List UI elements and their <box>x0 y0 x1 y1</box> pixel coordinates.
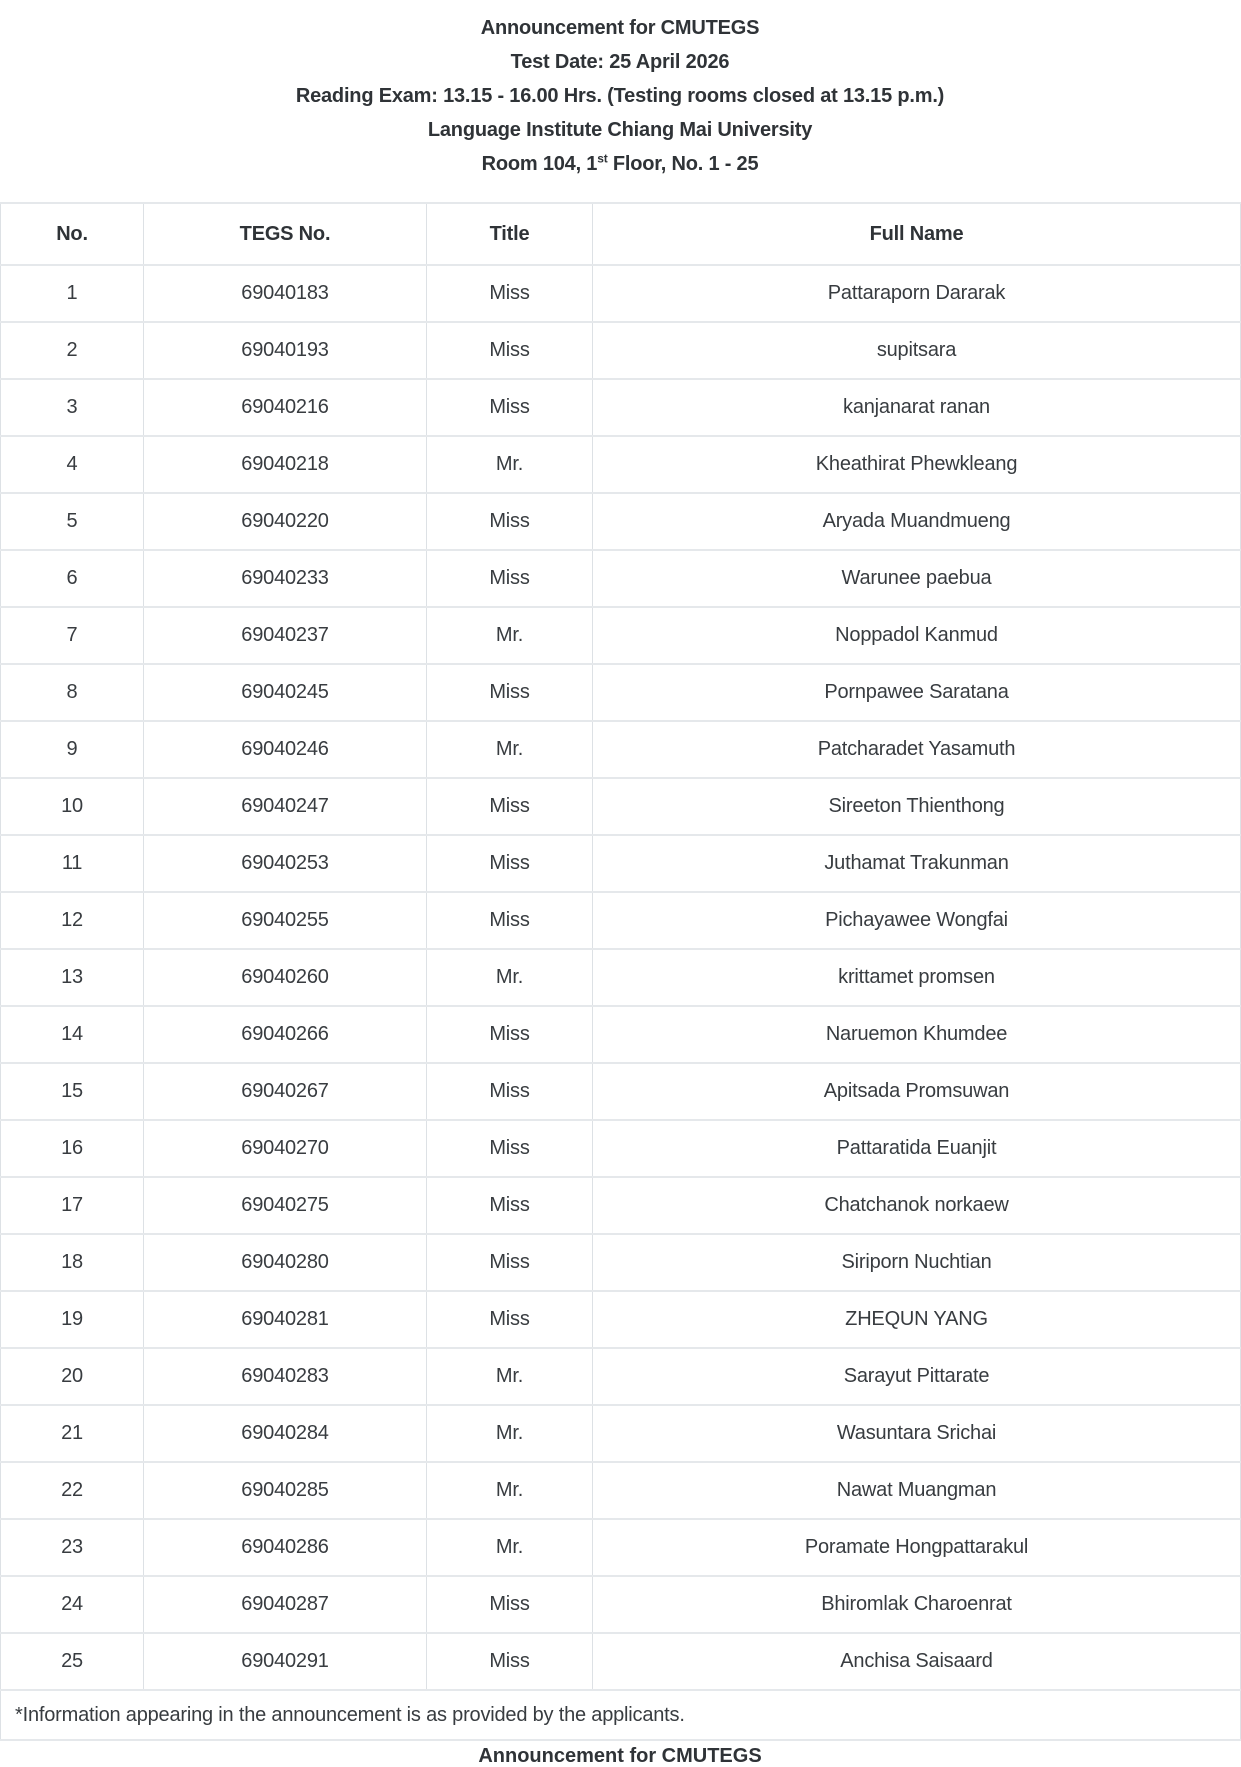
row-no: 10 <box>1 778 144 835</box>
row-tegs-no: 69040280 <box>144 1234 427 1291</box>
row-no: 3 <box>1 379 144 436</box>
row-title: Mr. <box>427 721 593 778</box>
row-no: 16 <box>1 1120 144 1177</box>
row-tegs-no: 69040281 <box>144 1291 427 1348</box>
row-tegs-no: 69040247 <box>144 778 427 835</box>
table-row <box>1 721 1241 778</box>
row-full-name: ZHEQUN YANG <box>593 1291 1241 1348</box>
row-tegs-no: 69040287 <box>144 1576 427 1633</box>
institute-line: Language Institute Chiang Mai University <box>427 119 813 141</box>
row-title: Mr. <box>427 1405 593 1462</box>
row-tegs-no: 69040253 <box>144 835 427 892</box>
footnote-text: *Information appearing in the announcement is as provided by the applicants. <box>1 1690 1241 1740</box>
candidates-tbody <box>1 265 1241 1690</box>
row-tegs-no: 69040237 <box>144 607 427 664</box>
row-title: Miss <box>427 1576 593 1633</box>
row-full-name: Sireeton Thienthong <box>593 778 1241 835</box>
room-line <box>0 147 1240 181</box>
table-row <box>1 664 1241 721</box>
table-row <box>1 493 1241 550</box>
row-tegs-no: 69040275 <box>144 1177 427 1234</box>
row-full-name: Sarayut Pittarate <box>593 1348 1241 1405</box>
row-full-name: Wasuntara Srichai <box>593 1405 1241 1462</box>
table-row <box>1 265 1241 322</box>
row-title: Miss <box>427 835 593 892</box>
row-title: Miss <box>427 1291 593 1348</box>
row-full-name: Juthamat Trakunman <box>593 835 1241 892</box>
table-row <box>1 1006 1241 1063</box>
row-full-name: Poramate Hongpattarakul <box>593 1519 1241 1576</box>
row-no: 11 <box>1 835 144 892</box>
row-no: 1 <box>1 265 144 322</box>
row-tegs-no: 69040283 <box>144 1348 427 1405</box>
row-tegs-no: 69040270 <box>144 1120 427 1177</box>
table-row <box>1 1177 1241 1234</box>
table-row <box>1 1633 1241 1690</box>
row-title: Miss <box>427 1234 593 1291</box>
row-title: Miss <box>427 1633 593 1690</box>
table-row <box>1 892 1241 949</box>
row-full-name: Apitsada Promsuwan <box>593 1063 1241 1120</box>
announcement-title: Announcement for CMUTEGS <box>480 17 760 39</box>
row-title: Miss <box>427 1177 593 1234</box>
row-no: 21 <box>1 1405 144 1462</box>
table-row <box>1 1405 1241 1462</box>
row-tegs-no: 69040260 <box>144 949 427 1006</box>
candidates-table <box>0 202 1241 1741</box>
row-full-name: krittamet promsen <box>593 949 1241 1006</box>
header-row <box>1 203 1241 265</box>
room-line-prefix: Room 104, 1 <box>481 153 598 175</box>
row-no: 12 <box>1 892 144 949</box>
table-row <box>1 1576 1241 1633</box>
row-full-name: Bhiromlak Charoenrat <box>593 1576 1241 1633</box>
row-title: Mr. <box>427 949 593 1006</box>
table-row <box>1 436 1241 493</box>
table-row <box>1 379 1241 436</box>
row-full-name: Chatchanok norkaew <box>593 1177 1241 1234</box>
table-row <box>1 1519 1241 1576</box>
row-title: Miss <box>427 892 593 949</box>
row-tegs-no: 69040284 <box>144 1405 427 1462</box>
row-tegs-no: 69040220 <box>144 493 427 550</box>
table-row <box>1 1063 1241 1120</box>
footnote-row <box>1 1690 1241 1740</box>
next-page-partial-text: Announcement for CMUTEGS <box>478 1745 762 1767</box>
row-title: Mr. <box>427 1348 593 1405</box>
row-full-name: Kheathirat Phewkleang <box>593 436 1241 493</box>
row-tegs-no: 69040255 <box>144 892 427 949</box>
exam-time-line: Reading Exam: 13.15 - 16.00 Hrs. (Testing rooms closed at 13.15 p.m.) <box>295 85 945 107</box>
row-full-name: Aryada Muandmueng <box>593 493 1241 550</box>
row-no: 14 <box>1 1006 144 1063</box>
row-no: 24 <box>1 1576 144 1633</box>
row-no: 18 <box>1 1234 144 1291</box>
row-tegs-no: 69040245 <box>144 664 427 721</box>
row-tegs-no: 69040285 <box>144 1462 427 1519</box>
row-tegs-no: 69040218 <box>144 436 427 493</box>
row-title: Miss <box>427 265 593 322</box>
row-title: Miss <box>427 778 593 835</box>
col-header-tegs-no: TEGS No. <box>144 203 427 265</box>
col-header-title: Title <box>427 203 593 265</box>
row-tegs-no: 69040246 <box>144 721 427 778</box>
row-title: Mr. <box>427 607 593 664</box>
row-tegs-no: 69040183 <box>144 265 427 322</box>
announcement-header <box>0 0 1240 181</box>
row-full-name: Patcharadet Yasamuth <box>593 721 1241 778</box>
row-full-name: Pattaratida Euanjit <box>593 1120 1241 1177</box>
row-no: 6 <box>1 550 144 607</box>
row-tegs-no: 69040291 <box>144 1633 427 1690</box>
row-full-name: Pornpawee Saratana <box>593 664 1241 721</box>
row-tegs-no: 69040193 <box>144 322 427 379</box>
room-line-suffix: Floor, No. 1 - 25 <box>607 153 759 175</box>
row-no: 5 <box>1 493 144 550</box>
row-title: Mr. <box>427 436 593 493</box>
row-title: Miss <box>427 1006 593 1063</box>
row-no: 22 <box>1 1462 144 1519</box>
col-header-full-name: Full Name <box>593 203 1241 265</box>
row-tegs-no: 69040267 <box>144 1063 427 1120</box>
row-no: 23 <box>1 1519 144 1576</box>
col-header-no: No. <box>1 203 144 265</box>
row-title: Miss <box>427 550 593 607</box>
table-row <box>1 1348 1241 1405</box>
row-title: Miss <box>427 1120 593 1177</box>
row-no: 8 <box>1 664 144 721</box>
table-row <box>1 607 1241 664</box>
row-full-name: Warunee paebua <box>593 550 1241 607</box>
row-tegs-no: 69040233 <box>144 550 427 607</box>
row-tegs-no: 69040286 <box>144 1519 427 1576</box>
row-no: 4 <box>1 436 144 493</box>
row-no: 20 <box>1 1348 144 1405</box>
next-page-partial-section <box>0 1745 1240 1767</box>
row-title: Miss <box>427 322 593 379</box>
table-row <box>1 1120 1241 1177</box>
candidates-table-head <box>1 203 1241 265</box>
row-full-name: Siriporn Nuchtian <box>593 1234 1241 1291</box>
row-full-name: supitsara <box>593 322 1241 379</box>
row-no: 13 <box>1 949 144 1006</box>
row-title: Mr. <box>427 1519 593 1576</box>
row-title: Miss <box>427 379 593 436</box>
row-no: 25 <box>1 1633 144 1690</box>
row-tegs-no: 69040216 <box>144 379 427 436</box>
table-row <box>1 949 1241 1006</box>
row-tegs-no: 69040266 <box>144 1006 427 1063</box>
row-full-name: Pattaraporn Dararak <box>593 265 1241 322</box>
row-full-name: kanjanarat ranan <box>593 379 1241 436</box>
row-full-name: Nawat Muangman <box>593 1462 1241 1519</box>
row-no: 17 <box>1 1177 144 1234</box>
table-row <box>1 778 1241 835</box>
row-full-name: Noppadol Kanmud <box>593 607 1241 664</box>
row-title: Miss <box>427 664 593 721</box>
row-full-name: Anchisa Saisaard <box>593 1633 1241 1690</box>
table-row <box>1 1234 1241 1291</box>
table-row <box>1 1462 1241 1519</box>
row-title: Miss <box>427 1063 593 1120</box>
test-date-line: Test Date: 25 April 2026 <box>510 51 730 73</box>
row-no: 2 <box>1 322 144 379</box>
table-row <box>1 835 1241 892</box>
row-no: 9 <box>1 721 144 778</box>
table-row <box>1 322 1241 379</box>
row-full-name: Naruemon Khumdee <box>593 1006 1241 1063</box>
row-title: Mr. <box>427 1462 593 1519</box>
row-title: Miss <box>427 493 593 550</box>
row-no: 19 <box>1 1291 144 1348</box>
row-no: 7 <box>1 607 144 664</box>
room-line-ordinal-suffix: st <box>597 151 608 166</box>
table-row <box>1 1291 1241 1348</box>
table-row <box>1 550 1241 607</box>
candidates-table-foot <box>1 1690 1241 1740</box>
row-no: 15 <box>1 1063 144 1120</box>
row-full-name: Pichayawee Wongfai <box>593 892 1241 949</box>
